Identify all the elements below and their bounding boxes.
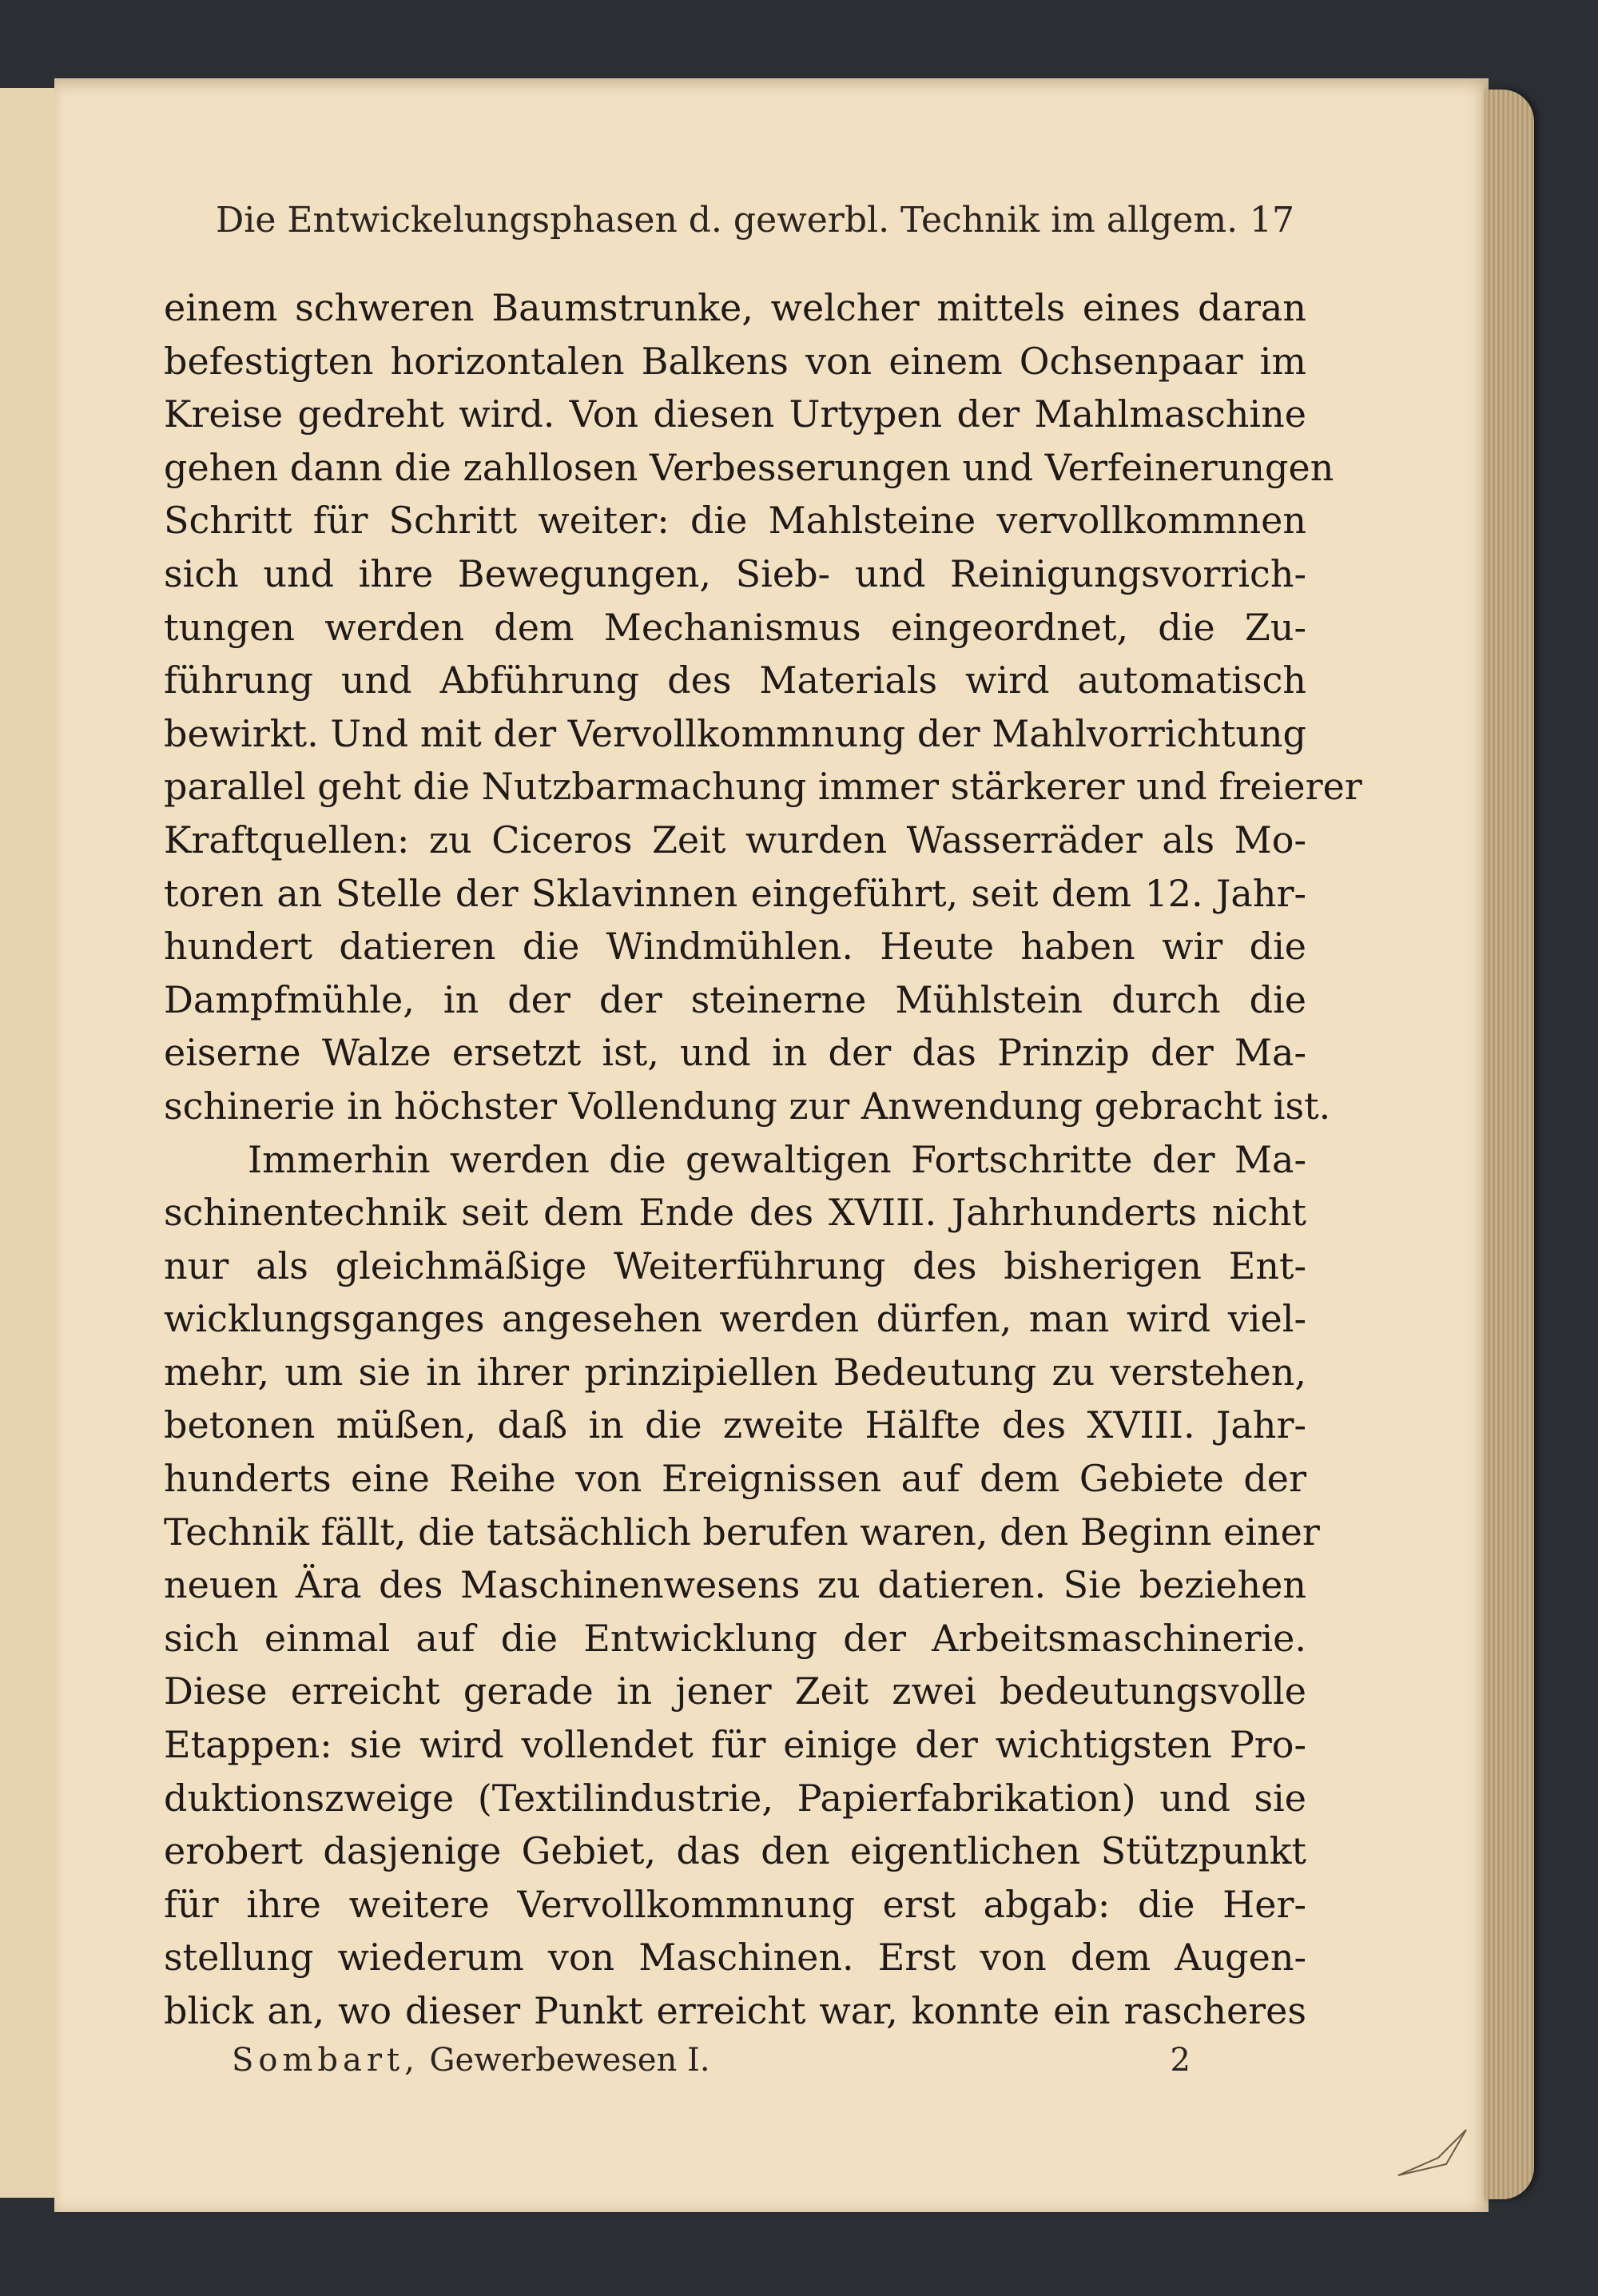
text-line: Technik fällt, die tatsächlich berufen waren, den Beginn einer [164,1510,1320,1554]
text-line: Diese erreicht gerade in jener Zeit zwei bedeutungsvolle [164,1669,1306,1713]
text-line: mehr, um sie in ihrer prinzipiellen Bedeutung zu verstehen, [164,1350,1306,1394]
text-line: eiserne Walze ersetzt ist, und in der das Prinzip der Ma- [164,1031,1306,1075]
text-line: parallel geht die Nutzbarmachung immer stärkerer und freierer [164,765,1362,809]
sheet-signature [232,2042,1191,2079]
text-line: nur als gleichmäßige Weiterführung des bisherigen Ent- [164,1244,1306,1287]
text-line: tungen werden dem Mechanismus eingeordnet, die Zu- [164,605,1306,649]
text-line: betonen müßen, daß in die zweite Hälfte des XVIII. Jahr- [164,1403,1306,1447]
text-line: Kreise gedreht wird. Von diesen Urtypen der Mahlmaschine [164,392,1306,436]
text-line: schinerie in höchster Vollendung zur Anwendung gebracht ist. [164,1084,1331,1128]
text-line: sich einmal auf die Entwicklung der Arbeitsmaschinerie. [164,1616,1306,1660]
text-line: hundert datieren die Windmühlen. Heute haben wir die [164,925,1306,969]
text-line: Etappen: sie wird vollendet für einige der wichtigsten Pro- [164,1723,1306,1767]
signature-label [232,2042,710,2079]
text-line: einem schweren Baumstrunke, welcher mittels eines daran [164,286,1306,329]
page-block-edge [1485,90,1534,2199]
text-line: Kraftquellen: zu Ciceros Zeit wurden Wasserräder als Mo- [164,818,1306,861]
text-line: Dampfmühle, in der der steinerne Mühlstein durch die [164,977,1306,1021]
text-line: hunderts eine Reihe von Ereignissen auf dem Gebiete der [164,1457,1306,1501]
text-line: Schritt für Schritt weiter: die Mahlsteine vervollkommnen [164,499,1306,543]
text-line: blick an, wo dieser Punkt erreicht war, konnte ein rascheres [164,1989,1306,2032]
text-line: sich und ihre Bewegungen, Sieb- und Reinigungsvorrich- [164,551,1306,595]
text-line: für ihre weitere Vervollkommnung erst abgab: die Her- [164,1882,1306,1926]
signature-author: Sombart, [232,2042,419,2079]
text-line-paragraph-start: Immerhin werden die gewaltigen Fortschritte der Ma- [248,1137,1306,1181]
text-line: führung und Abführung des Materials wird automatisch [164,659,1306,702]
text-line: wicklungsganges angesehen werden dürfen, man wird viel- [164,1297,1306,1341]
text-line: befestigten horizontalen Balkens von einem Ochsenpaar im [164,339,1306,383]
running-head [216,200,1294,241]
page-corner-crease-mark [1390,2126,1470,2182]
text-line: toren an Stelle der Sklavinnen eingeführt, seit dem 12. Jahr- [164,871,1306,915]
facing-page-edge [0,88,57,2198]
text-line: bewirkt. Und mit der Vervollkommnung der Mahlvorrichtung [164,711,1306,755]
running-title: Die Entwickelungsphasen d. gewerbl. Technik im allgem. [216,200,1238,241]
text-line: duktionszweige (Textilindustrie, Papierfabrikation) und sie [164,1776,1306,1820]
sheet-number: 2 [1170,2042,1191,2079]
text-line: schinentechnik seit dem Ende des XVIII. Jahrhunderts nicht [164,1191,1306,1235]
body-text [164,281,1362,2038]
text-line: neuen Ära des Maschinenwesens zu datieren. Sie beziehen [164,1563,1306,1607]
text-line: stellung wiederum von Maschinen. Erst von dem Augen- [164,1936,1306,1980]
page-number: 17 [1250,200,1294,241]
text-line: gehen dann die zahllosen Verbesserungen und Verfeinerungen [164,445,1334,489]
signature-title: Gewerbewesen I. [429,2042,710,2079]
text-line: erobert dasjenige Gebiet, das den eigentlichen Stützpunkt [164,1829,1306,1873]
